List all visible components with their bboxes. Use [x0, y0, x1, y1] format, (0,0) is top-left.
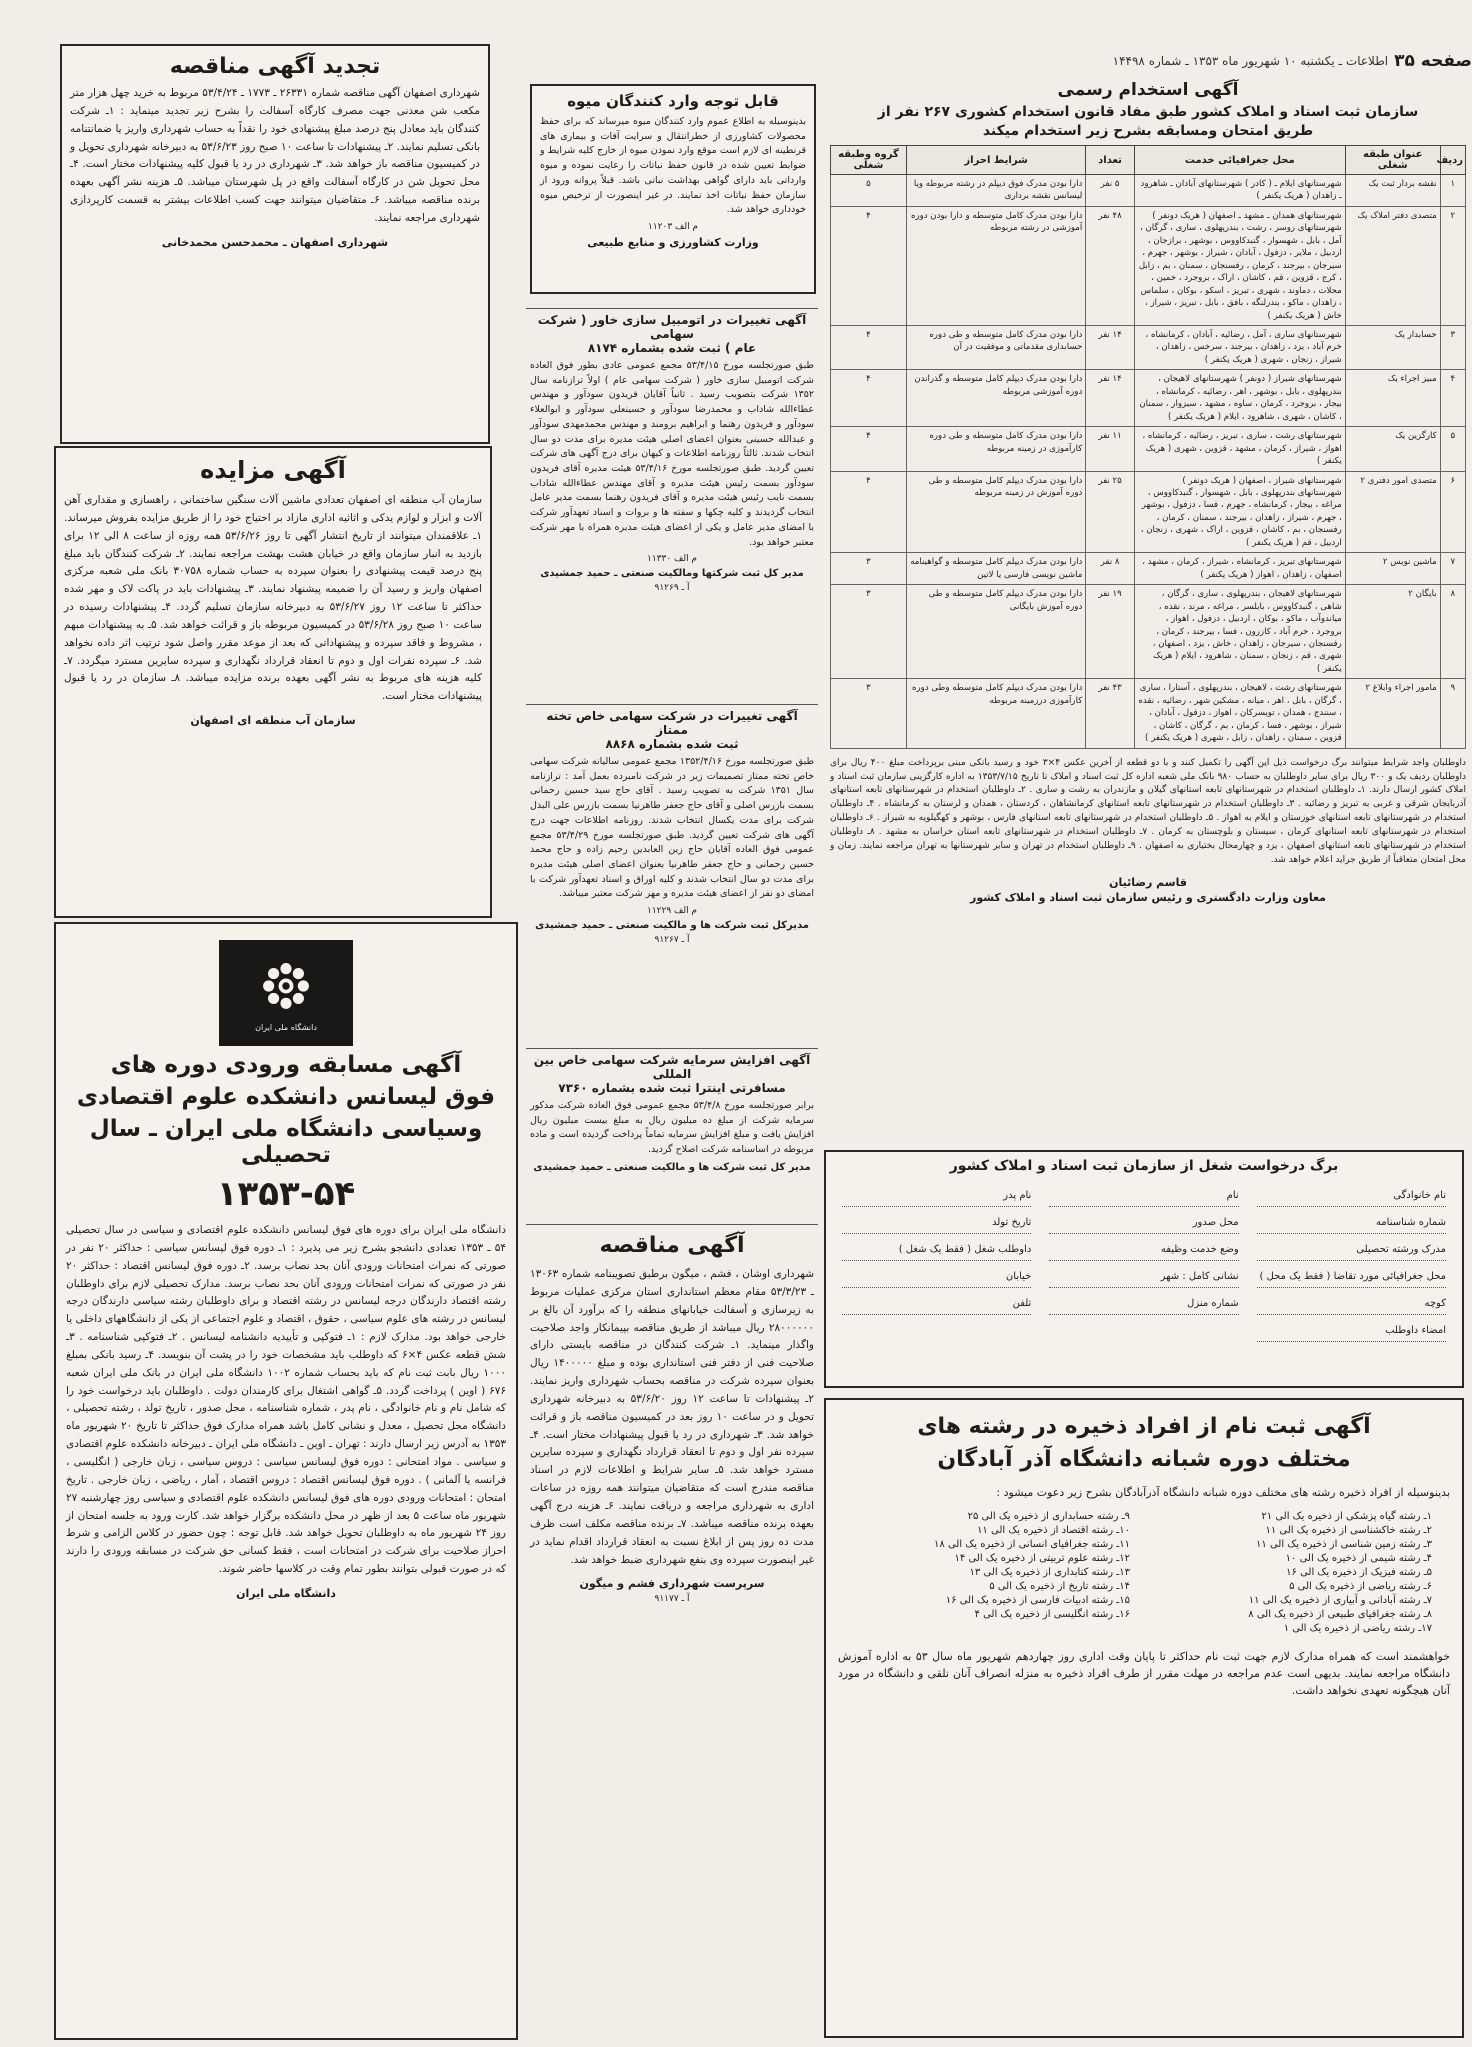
- row-grade: ۴: [831, 370, 907, 427]
- list-item: ۷ـ رشته آبادانی و آبیاری از ذخیره یک الی ۱۱: [1248, 1595, 1432, 1607]
- row-requirements: دارا بودن مدرک دیپلم کامل متوسطه و گواهینامه ماشین نویسی فارسی یا لاتین: [906, 553, 1085, 585]
- row-place: شهرستانهای لاهیجان ، بندرپهلوی ، ساری ، گرگان ، شاهی ، گنبدکاووس ، بابلسر ، مراغه ، مرند ، نقده ، میاندوآب ، ماکو ، بوکان ، اردبیل ، دزفول ، اهواز ، بروجرد ، خرم آباد ، کازرون ، فسا ، بیرجند ، کرمان ، رفسنجان ، سیرجان ، زاهدان ، خاش ، یزد ، اصفهان ، شهری ، قم ، زنجان ، سمنان ، شاهرود ، ایلام ( هریک یکنفر ): [1134, 585, 1345, 679]
- row-count: ۵ نفر: [1086, 175, 1135, 207]
- row-grade: ۴: [831, 471, 907, 553]
- list-item: ۶ـ رشته ریاضی از ذخیره یک الی ۵: [1289, 1581, 1432, 1593]
- azarabadegan-list: [838, 1507, 1450, 1638]
- row-title: حسابدار یک: [1345, 325, 1440, 369]
- auction-title: آگهی مزایده: [200, 456, 346, 484]
- university-title-2: فوق لیسانس دانشکده علوم اقتصادی: [76, 1084, 496, 1110]
- form-field-phone[interactable]: تلفن: [842, 1298, 1031, 1315]
- khavar-title-2: عام ) ثبت شده بشماره ۸۱۷۴: [587, 341, 757, 355]
- row-no: ۲: [1440, 206, 1465, 325]
- azarabadegan-title-1: آگهی ثبت نام از افراد ذخیره در رشته های: [917, 1414, 1371, 1439]
- university-body: دانشگاه ملی ایران برای دوره های فوق لیسانس دانشکده علوم اقتصادی و سیاسی در سال تحصیلی ۵۴ ـ ۱۳۵۳ تعدادی دانشجو بشرح زیر می پذیرد : ۱ـ دوره فوق لیسانس سیاسی : حداکثر ۲۰ نفر در صورتی که نمرات امتحانات ورودی آنان بحد نصاب برسد. ۲ـ دوره فوق لیسانس اقتصاد : حداکثر ۲۰ نفر در صورتی که نمرات امتحانات ورودی آنان بحد نصاب برسد. مدارک تحصیلی لازم برای داوطلبان رشته اقتصاد دارندگان درجه لیسانس در رشته اقتصاد و برای داوطلبان رشته سیاسی دارندگان درجه لیسانس در رشته های علوم سیاسی ، حقوق ، اقتصاد و علوم اجتماعی از یکی از دانشگاههای داخلی یا خارجی خواهد بود. مدارک لازم : ۱ـ فتوکپی و تأییدیه دانشنامه لیسانس . ۲ـ فتوکپی شناسنامه . ۳ـ شش قطعه عکس ۴×۶ که داوطلب باید مشخصات خود را در پشت آن بنویسد. ۴ـ رسید بانکی بمبلغ ۱۰۰۰ ریال بابت ثبت نام که باید بحساب شماره ۱۰۰۲ دانشگاه ملی ایران در بانک ملی ایران شعبه ۶۷۶ ( اوین ) پرداخت گردد. ۵ـ گواهی اشتغال برای کارمندان دولت . داوطلبان باید درخواست خود را که شامل نام و نام خانوادگی ، نام پدر ، شماره شناسنامه ، محل صدور ، تاریخ تولد ، رشته تحصیلی ، دانشگاه محل تحصیل ، معدل و نشانی کامل باشد همراه مدارک فوق حداکثر تا تاریخ ۲۰ شهریور ماه ۱۳۵۳ به آدرس زیر ارسال دارند : تهران ـ اوین ـ دانشگاه ملی ایران ـ دبیرخانه دانشکده علوم اقتصادی و سیاسی . مواد امتحانی : دوره فوق لیسانس سیاسی : دروس سیاسی ، زبان خارجی ( انگلیسی ، فرانسه یا آلمانی ) . دوره فوق لیسانس اقتصاد : دروس اقتصاد ، آمار ، ریاضی ، زبان خارجی . تاریخ امتحان : امتحانات ورودی دوره های فوق لیسانس دانشکده علوم اقتصادی و سیاسی روز چهارشنبه ۲۷ شهریور ماه ساعت ۵ بعد از ظهر در محل دانشکده برگزار خواهد شد. کارت ورود به جلسه امتحان از روز ۲۴ شهریور ماه به داوطلبان تحویل خواهد شد. قابل توجه : چون حضور در کلاس الزامی و شرط احراز صلاحیت برای شرکت در امتحانات است ، فقط کسانی حق شرکت در مسابقه ورودی را دارند که در صورت قبولی بتوانند بطور تمام وقت در کلاسها حاضر شوند.: [66, 1224, 506, 1576]
- form-field-name[interactable]: نام: [1049, 1190, 1238, 1207]
- page-number: صفحه ۳۵: [1394, 51, 1472, 71]
- col-header: محل جغرافیائی خدمت: [1134, 146, 1345, 175]
- row-requirements: دارا بودن مدرک کامل متوسطه و طی دوره کارآموزی در زمینه مربوطه: [906, 427, 1085, 471]
- isfahan-tender-body: شهرداری اصفهان آگهی مناقصه شماره ۲۶۳۳۱ ـ ۱۷۷۳ ـ ۵۳/۴/۲۴ مربوط به خرید چهل هزار متر مکعب شن معدنی جهت مصرف کارگاه آسفالت را بشرح زیر تجدید مینماید : ۱ـ شرکت کنندگان باید معادل پنج درصد مبلغ پیشنهادی خود را نقداً به حساب شهرداری واریز یا ضمانتنامه بانکی تسلیم نمایند. ۲ـ پیشنهادات تا ساعت ۱۰ صبح روز ۵۳/۶/۲۳ به دبیرخانه شهرداری تحویل و در کمیسیون مناقصه باز خواهد شد. ۳ـ شهرداری در رد یا قبول کلیه پیشنهادات مختار است. ۴ـ محل تحویل شن در کارگاه آسفالت واقع در پل شهرستان میباشد. ۵ـ هزینه نشر آگهی بعهده برنده مناقصه میباشد. ۶ـ متقاضیان میتوانند جهت کسب اطلاعات بیشتر به قسمت کارپردازی شهرداری مراجعه نمایند.: [70, 87, 480, 224]
- list-item: ۱۷ـ رشته ریاضی از ذخیره یک الی ۱: [1283, 1623, 1432, 1635]
- takhteh-code-2: آ ـ ۹۱۲۶۷: [654, 935, 690, 946]
- list-item: ۱۶ـ رشته انگلیسی از ذخیره یک الی ۴: [974, 1609, 1130, 1621]
- form-fields: [830, 1180, 1458, 1352]
- university-logo-caption: دانشگاه ملی ایران: [255, 1022, 317, 1032]
- row-requirements: دارا بودن مدرک کامل متوسطه و طی دوره حسابداری مقدماتی و موفقیت در آن: [906, 325, 1085, 369]
- row-count: ۴۸ نفر: [1086, 206, 1135, 325]
- row-count: ۸ نفر: [1086, 553, 1135, 585]
- list-item: ۹ـ رشته حسابداری از ذخیره یک الی ۲۵: [967, 1511, 1130, 1523]
- takhteh-signature: مدیرکل ثبت شرکت ها و مالکیت صنعتی ـ حمید جمشیدی: [535, 920, 809, 932]
- form-field-street[interactable]: خیابان: [842, 1271, 1031, 1288]
- issue-line: اطلاعات ـ یکشنبه ۱۰ شهریور ماه ۱۳۵۳ ـ شماره ۱۴۴۹۸: [1112, 54, 1389, 68]
- form-field-city[interactable]: نشانی کامل : شهر: [1049, 1271, 1238, 1288]
- row-no: ۸: [1440, 585, 1465, 679]
- fruit-ad: [530, 84, 816, 294]
- row-count: ۴۳ نفر: [1086, 679, 1135, 748]
- row-grade: ۴: [831, 206, 907, 325]
- intertrans-signature: مدیر کل ثبت شرکت ها و مالکیت صنعتی ـ حمید جمشیدی: [533, 1161, 811, 1173]
- khavar-title-1: آگهی تغییرات در اتومبیل سازی خاور ( شرکت سهامی: [537, 313, 807, 341]
- employment-signature-name: قاسم رضائیان: [1109, 876, 1187, 890]
- tender-fasham-code: آ ـ ۹۱۱۷۷: [654, 1594, 690, 1605]
- form-field-father-name[interactable]: نام پدر: [842, 1190, 1031, 1207]
- khavar-code-2: آ ـ ۹۱۲۶۹: [654, 583, 690, 594]
- table-row: [831, 175, 1466, 207]
- row-requirements: دارا بودن مدرک دیپلم کامل متوسطه و طی دوره آموزش بایگانی: [906, 585, 1085, 679]
- khavar-ad: [526, 308, 818, 700]
- row-grade: ۴: [831, 325, 907, 369]
- row-grade: ۳: [831, 585, 907, 679]
- isfahan-tender-ad: [60, 44, 490, 444]
- col-header: ردیف: [1440, 146, 1465, 175]
- row-no: ۵: [1440, 427, 1465, 471]
- employment-subtitle-1: سازمان ثبت اسناد و املاک کشور طبق مفاد قانون استخدام کشوری ۲۶۷ نفر از: [877, 104, 1419, 120]
- list-item: ۵ـ رشته فیزیک از ذخیره یک الی ۱۶: [1286, 1567, 1432, 1579]
- azarabadegan-intro: بدینوسیله از افراد ذخیره رشته های مختلف دوره شبانه دانشگاه آذرآبادگان بشرح زیر دعوت میشود :: [996, 1486, 1450, 1499]
- row-no: ۱: [1440, 175, 1465, 207]
- col-header: عنوان طبقه شغلی: [1345, 146, 1440, 175]
- form-field-military[interactable]: وضع خدمت وظیفه: [1049, 1244, 1238, 1261]
- table-row: [831, 325, 1466, 369]
- row-count: ۱۹ نفر: [1086, 585, 1135, 679]
- list-item: ۱۴ـ رشته تاریخ از ذخیره یک الی ۵: [989, 1581, 1130, 1593]
- list-item: ۱۲ـ رشته علوم تربیتی از ذخیره یک الی ۱۴: [954, 1553, 1130, 1565]
- col-header: شرایط احراز: [906, 146, 1085, 175]
- row-count: ۱۱ نفر: [1086, 427, 1135, 471]
- form-field-location[interactable]: محل جغرافیائی مورد تقاضا ( فقط یک محل ): [1257, 1271, 1446, 1288]
- row-title: متصدی امور دفتری ۲: [1345, 471, 1440, 553]
- row-requirements: دارا بودن مدرک دیپلم کامل متوسطه وطی دوره کارآموزی درزمینه مربوطه: [906, 679, 1085, 748]
- form-field-signature[interactable]: امضاء داوطلب: [1257, 1325, 1446, 1342]
- intertrans-ad: [526, 1048, 818, 1220]
- tender-fasham-title: آگهی مناقصه: [599, 1233, 745, 1258]
- isfahan-tender-title: تجدید آگهی مناقصه: [169, 54, 381, 79]
- row-place: شهرستانهای تبریز ، کرمانشاه ، شیراز ، کرمان ، مشهد ، اصفهان ، زاهدان ، اهواز ( هریک یکنفر ): [1134, 553, 1345, 585]
- row-title: مامور اجراء وابلاغ ۲: [1345, 679, 1440, 748]
- form-field-issue-place[interactable]: محل صدور: [1049, 1217, 1238, 1234]
- row-grade: ۳: [831, 553, 907, 585]
- university-ad: [54, 922, 518, 2040]
- azarabadegan-body: خواهشمند است که همراه مدارک لازم جهت ثبت نام حداکثر تا پایان وقت اداری روز چهاردهم شهریور ماه سال ۵۳ به اداره آموزش دانشگاه مراجعه نمایند. بدیهی است عدم مراجعه در مهلت مقرر از طرف افراد ذخیره به منزله انصراف آنان تلقی و دانشگاه در مورد آنان هیچگونه تعهدی نخواهد داشت.: [838, 1650, 1451, 1698]
- employment-subtitle-2: طریق امتحان ومسابقه بشرح زیر استخدام میکند: [982, 123, 1314, 139]
- list-item: ۴ـ رشته شیمی از ذخیره یک الی ۱۰: [1285, 1553, 1432, 1565]
- isfahan-tender-signature: شهرداری اصفهان ـ محمدحسن محمدخانی: [161, 235, 389, 249]
- university-signature: دانشگاه ملی ایران: [236, 1586, 336, 1600]
- takhteh-title-1: آگهی تغییرات در شرکت سهامی خاص تخته ممتاز: [546, 709, 798, 737]
- row-title: نقشه بردار ثبت یک: [1345, 175, 1440, 207]
- list-item: ۱۵ـ رشته ادبیات فارسی از ذخیره یک الی ۱۶: [945, 1595, 1130, 1607]
- row-no: ۶: [1440, 471, 1465, 553]
- list-item: ۱۱ـ رشته جغرافیای انسانی از ذخیره یک الی ۱۸: [934, 1539, 1130, 1551]
- auction-ad: [54, 446, 492, 918]
- takhteh-code: م الف ۱۱۲۲۹: [646, 906, 698, 917]
- intertrans-title-2: مسافرتی اینترا ثبت شده بشماره ۷۳۶۰: [558, 1081, 786, 1095]
- row-title: مبیز اجراء یک: [1345, 370, 1440, 427]
- row-requirements: دارا بودن مدرک فوق دیپلم در رشته مربوطه ویا لیسانس نقشه برداری: [906, 175, 1085, 207]
- col-header: گروه وطبقه شغلی: [831, 146, 907, 175]
- row-no: ۴: [1440, 370, 1465, 427]
- row-count: ۲۵ نفر: [1086, 471, 1135, 553]
- row-place: شهرستانهای شیراز ( دونفر ) شهرستانهای لاهیجان ، بندرپهلوی ، بابل ، بوشهر ، اهر ، رضائیه ، کرمانشاه ، بیجار ، بروجرد ، کرمان ، ساوه ، مشهد ، سبزوار ، سمنان ، کاشان ، شهری ، شاهرود ، ایلام ( هریک یکنفر ): [1134, 370, 1345, 427]
- row-place: شهرستانهای رشت ، لاهیجان ، بندرپهلوی ، آستارا ، ساری ، گرگان ، بابل ، اهر ، میانه ، مشکین شهر ، رضائیه ، نقده ، سنندج ، همدان ، تویسرکان ، اهواز ، دزفول ، آبادان ، شیراز ، بوشهر ، فسا ، کرمان ، بم ، گرگان ، کاشان ، قزوین ، سمنان ، زاهدان ، زابل ، شهری ( هریک یکنفر ): [1134, 679, 1345, 748]
- table-row: [831, 370, 1466, 427]
- row-count: ۱۴ نفر: [1086, 370, 1135, 427]
- row-no: ۷: [1440, 553, 1465, 585]
- row-title: ماشین نویس ۲: [1345, 553, 1440, 585]
- flower-emblem-icon: [255, 955, 317, 1017]
- auction-body: سازمان آب منطقه ای اصفهان تعدادی ماشین آلات سنگین ساختمانی ، راهسازی و مقداری آهن آلات و ابزار و لوازم یدکی و اثاثیه اداری مازاد بر احتیاج خود را از طریق مزایده بفروش میرساند. ۱ـ علاقمندان میتوانند از تاریخ انتشار آگهی تا روز ۵۳/۶/۲۶ همه روزه از ساعت ۸ الی ۱۲ برای بازدید به انبار سازمان واقع در خیابان هشت بهشت مراجعه نمایند. ۲ـ شرکت کنندگان باید مبلغ پنج درصد قیمت پیشنهادی را بعنوان سپرده به حساب شماره ۳۰۷۵۸ بانک ملی شعبه مرکزی اصفهان واریز و رسید آن را ضمیمه پیشنهاد نمایند. ۳ـ پیشنهادات باید در پاکت لاک و مهر شده حداکثر تا ساعت ۱۲ روز ۵۳/۶/۲۷ به دبیرخانه سازمان تسلیم گردد. ۴ـ پیشنهادات رسیده در ساعت ۱۰ صبح روز ۵۳/۶/۲۸ در کمیسیون مربوطه باز و قرائت خواهد شد. ۵ـ به پیشنهادات مبهم ، مشروط و فاقد سپرده و پیشنهاداتی که بعد از موعد مقرر واصل شود ترتیب اثر داده نخواهد شد. ۶ـ سپرده نفرات اول و دوم تا انعقاد قرارداد نگهداری و سپرده سایرین مسترد میگردد. ۷ـ کلیه هزینه های مربوط به نشر آگهی بعهده برنده مزایده میباشد. ۸ـ سازمان در رد یا قبول پیشنهادات مختار است.: [64, 494, 483, 703]
- row-no: ۳: [1440, 325, 1465, 369]
- table-header-row: [831, 146, 1466, 175]
- row-place: شهرستانهای ایلام ـ ( کادر ) شهرستانهای آبادان ـ شاهرود ـ زاهدان ( هریک یکنفر ): [1134, 175, 1345, 207]
- list-item: ۱۰ـ رشته اقتصاد از ذخیره یک الی ۱۱: [977, 1525, 1130, 1537]
- form-field-family-name[interactable]: نام خانوادگی: [1257, 1190, 1446, 1207]
- tender-fasham-body: شهرداری اوشان ، فشم ، میگون برطبق تصویبنامه شماره ۱۳۰۶۳ ـ ۵۳/۳/۲۳ مقام معظم استانداری استان مرکزی عملیات مربوط به زیرسازی و آسفالت خیابانهای منطقه را که برآورد آن بالغ بر ۲۸۰۰۰۰۰۰ ریال میباشد از طریق مناقصه بپیمانکار واجد صلاحیت واگذار مینماید. ۱ـ شرکت کنندگان در مناقصه بایستی دارای صلاحیت فنی از دفتر فنی استانداری بوده و مبلغ ۱۴۰۰۰۰۰ ریال بعنوان سپرده شرکت در مناقصه بحساب شهرداری واریز نمایند. ۲ـ پیشنهادات تا ساعت ۱۲ روز ۵۳/۶/۲۰ به دبیرخانه شهرداری تحویل و در ساعت ۱۰ روز بعد در کمیسیون مناقصه باز و قرائت خواهد شد. ۳ـ شهرداری در رد یا قبول پیشنهادات مختار است. ۴ـ سپرده نفر اول و دوم تا انعقاد قرارداد نگهداری و سپرده سایرین مسترد خواهد شد. ۵ـ سایر شرایط و اطلاعات لازم در اسناد مناقصه مندرج است که متقاضیان میتوانند همه روزه در ساعات اداری به شهرداری مراجعه و دریافت نمایند. ۶ـ هزینه درج آگهی بعهده برنده مناقصه میباشد. ۷ـ برنده مناقصه مکلف است ظرف مدت ده روز پس از ابلاغ نسبت به انعقاد قرارداد اقدام نماید در غیر اینصورت سپرده وی بنفع شهرداری ضبط خواهد شد.: [530, 1268, 815, 1566]
- table-row: [831, 679, 1466, 748]
- table-row: [831, 585, 1466, 679]
- fruit-title: قابل توجه وارد کنندگان میوه: [567, 92, 779, 110]
- fruit-body: بدینوسیله به اطلاع عموم وارد کنندگان میوه میرساند که برای حفظ محصولات کشاورزی از خطرانتقال و سرایت آفات و بیماری های قرنطینه ای لازم است موقع وارد نمودن میوه از خارج کلیه شرایط و ضوابط تعیین شده در قانون حفظ نباتات را رعایت نموده و میوه وارداتی باید دارای گواهی بهداشت نباتی باشد. قبلاً پروانه ورود از سازمان حفظ نباتات اخذ نمایند. در غیر اینصورت از ترخیص میوه خودداری خواهد شد.: [540, 116, 806, 216]
- row-requirements: دارا بودن مدرک کامل متوسطه و دارا بودن دوره آموزشی در رشته مربوطه: [906, 206, 1085, 325]
- table-row: [831, 471, 1466, 553]
- takhteh-ad: [526, 704, 818, 1044]
- form-field-education[interactable]: مدرک ورشته تحصیلی: [1257, 1244, 1446, 1261]
- form-field-house-number[interactable]: شماره منزل: [1049, 1298, 1238, 1315]
- auction-signature: سازمان آب منطقه ای اصفهان: [190, 714, 356, 728]
- row-grade: ۴: [831, 427, 907, 471]
- row-no: ۹: [1440, 679, 1465, 748]
- tender-fasham-ad: [526, 1224, 818, 2040]
- row-grade: ۳: [831, 679, 907, 748]
- row-requirements: دارا بودن مدرک دیپلم کامل متوسطه و طی دوره آموزش در زمینه مربوطه: [906, 471, 1085, 553]
- application-form-title: برگ درخواست شغل از سازمان ثبت اسناد و املاک کشور: [949, 1158, 1339, 1174]
- row-title: کارگزین یک: [1345, 427, 1440, 471]
- employment-ad: [824, 74, 1472, 1144]
- takhteh-body: طبق صورتجلسه مورخ ۱۳۵۲/۴/۱۶ مجمع عمومی سالیانه شرکت سهامی خاص تخته ممتاز تصمیمات زیر در شرکت نامبرده بعمل آمد : ترازنامه سال ۱۳۵۱ شرکت به تصویب رسید . آقای حاج سید حسین رحمانی بسمت بازرس اصلی و آقای حاج جعفر طاهرنیا بسمت بازرس علی البدل شرکت برای مدت یکسال انتخاب شدند. روزنامه اطلاعات جهت درج آگهی های شرکت تعیین گردید. طبق صورتجلسه مورخ ۵۳/۴/۲۹ مجمع عمومی فوق العاده آقایان حاج زین العابدین رحیم زاده و حاج محمد حسین رحمانی و حاج جعفر طاهرنیا بعنوان اعضای اصلی هیئت مدیره برای مدت دو سال انتخاب شدند و کلیه اوراق و اسناد تعهدآور شرکت با امضای دو نفر از اعضای هیئت مدیره و مهر شرکت معتبر میباشد.: [530, 756, 815, 900]
- row-place: شهرستانهای شیراز ، اصفهان ( هریک دونفر ) شهرستانهای بندرپهلوی ، بابل ، شهسوار ، گنبدکاووس ، مراغه ، بیجار ، کرمانشاه ، جهرم ، فسا ، دزفول ، بوشهر ، جهرم ، شیراز ، زاهدان ، بیرجند ، سمنان ، کرمان ، رفسنجان ، بم ، کاشان ، قزوین ، اراک ، شهری ، زنجان ، اردبیل ، قم ( هریک یکنفر ): [1134, 471, 1345, 553]
- form-field-alley[interactable]: کوچه: [1257, 1298, 1446, 1315]
- row-grade: ۵: [831, 175, 907, 207]
- list-item: ۱۳ـ رشته کتابداری از ذخیره یک الی ۱۳: [969, 1567, 1130, 1579]
- form-field-job[interactable]: داوطلب شغل ( فقط یک شغل ): [842, 1244, 1031, 1261]
- azarabadegan-title-2: مختلف دوره شبانه دانشگاه آذر آبادگان: [937, 1447, 1351, 1472]
- fruit-code: م الف ۱۱۲۰۳: [647, 222, 699, 233]
- row-place: شهرستانهای ساری ، آمل ، رضائیه ، آبادان ، کرمانشاه ، خرم آباد ، یزد ، زاهدان ، بیرجند ، سرخس ، زاهدان ، شیراز ، زنجان ، شهری ( هریک یکنفر ): [1134, 325, 1345, 369]
- masthead: [824, 50, 1472, 72]
- university-title-1: آگهی مسابقه ورودی دوره های: [110, 1052, 462, 1078]
- khavar-body: طبق صورتجلسه مورخ ۵۳/۴/۱۵ مجمع عمومی عادی بطور فوق العاده شرکت اتومبیل سازی خاور ( شرکت سهامی عام ) اولاً ترازنامه سال ۱۳۵۲ شرکت بتصویب رسید . ثانیاً آقایان فریدون سودآور و مهندس عطاءالله شاداب و محمدرضا سودآور و حسینعلی سودآور و ابوالعلاء سودآور و فریدون رهنما و ابراهیم برومند و مهندس محمدمهدی سودآور و عبدالله حسینی بعنوان اعضای اصلی هیئت مدیره برای مدت دو سال انتخاب شدند. ثالثاً روزنامه اطلاعات و کیهان برای درج آگهی های شرکت تعیین گردید. طبق صورتجلسه مورخ ۵۳/۴/۱۶ هیئت مدیره آقای فریدون سودآور بسمت رئیس هیئت مدیره و آقای مهندس عطاءالله شاداب بسمت نایب رئیس هیئت مدیره و آقای فریدون رهنما بسمت مدیر عامل انتخاب گردیدند و کلیه چکها و سفته ها و بروات و اسناد تعهدآور شرکت با امضای مدیر عامل و یکی از اعضای هیئت مدیره همراه با مهر شرکت معتبر خواهد بود.: [530, 360, 814, 548]
- row-requirements: دارا بودن مدرک دیپلم کامل متوسطه و گذراندن دوره آموزشی مربوطه: [906, 370, 1085, 427]
- list-item: ۳ـ رشته زمین شناسی از ذخیره یک الی ۱۱: [1256, 1539, 1432, 1551]
- khavar-code: م الف ۱۱۳۳۰: [646, 554, 698, 565]
- application-form: [824, 1150, 1464, 1388]
- list-item: ۱ـ رشته گیاه پزشکی از ذخیره یک الی ۲۱: [1261, 1511, 1432, 1523]
- employment-notes: داوطلبان واجد شرایط میتوانند برگ درخواست ذیل این آگهی را تکمیل کنند و با دو قطعه از آخرین عکس ۴×۳ خود و رسید بانکی مبنی برپرداخت مبلغ ۴۰۰ ریال برای داوطلبان ردیف یک و ۳۰۰ ریال برای سایر داوطلبان به حساب ۹۸۰ بانک ملی شعبه اداره کل ثبت اسناد و املاک تا تاریخ ۱۳۵۳/۷/۱۵ به اداره کارگزینی سازمان ثبت اسناد و املاک کشور ارسال دارند. ۱ـ داوطلبان استخدام در شهرستانهای تابعه استانهای گیلان و مازندران به رشت و ساری . ۲ـ داوطلبان استخدام در شهرستانهای تابعه استانهای آذربایجان شرقی و غربی به تبریز و رضائیه . ۳ـ داوطلبان استخدام در شهرستانهای تابعه استانهای کرمانشاهان ، کردستان ، همدان و لرستان به کرمانشاه . ۴ـ داوطلبان استخدام در شهرستانهای تابعه استانهای خوزستان و ایلام به اهواز . ۵ـ داوطلبان استخدام در شهرستانهای تابعه استانهای فارس ، بوشهر و کهگیلویه به شیراز . ۶ـ داوطلبان استخدام در شهرستانهای تابعه استانهای کرمان ، سیستان و بلوچستان به کرمان . ۷ـ داوطلبان استخدام در شهرستانهای تابعه استان خراسان به مشهد . ۸ـ داوطلبان استخدام در شهرستانهای تابعه استانهای اصفهان ، یزد و چهارمحال بختیاری به اصفهان . ۹ـ داوطلبان استخدام در تهران و سایر شهرستانها به تهران مراجعه نمایند. زمان و محل امتحان متعاقباً از طریق جراید اعلام خواهد شد.: [830, 757, 1467, 866]
- row-title: بایگان ۲: [1345, 585, 1440, 679]
- employment-table: [830, 145, 1466, 749]
- col-header: تعداد: [1086, 146, 1135, 175]
- table-row: [831, 553, 1466, 585]
- employment-title: آگهی استخدام رسمی: [1057, 80, 1239, 100]
- row-title: متصدی دفتر املاک یک: [1345, 206, 1440, 325]
- university-title-3: وسیاسی دانشگاه ملی ایران ـ سال تحصیلی: [89, 1116, 483, 1168]
- row-place: شهرستانهای همدان ـ مشهد ـ اصفهان ( هریک دونفر ) شهرستانهای روسر ، رشت ، بندرپهلوی ، ساری ، گرگان ، آمل ، بابل ، شهسوار ، گنبدکاووس ، بوشهر ، برازجان ، اردبیل ، ملایر ، دزفول ، آبادان ، شیراز ، بوشهر ، جهرم ، سیرجان ، بیرجند ، کرمان ، رفسنجان ، سمنان ، بم ، زابل ، کرج ، قزوین ، قم ، کاشان ، اراک ، بروجرد ، خمین ، محلات ، دماوند ، شهری ، تبریز ، اسکو ، بوکان ، سلماس ، زاهدان ، ماکو ، بندرلنگه ، بافق ، بابل ، تبریز ، شیراز ، خاش ( هریک یکنفر ): [1134, 206, 1345, 325]
- tender-fasham-signature: سرپرست شهرداری فشم و میگون: [579, 1577, 765, 1591]
- employment-signature-title: معاون وزارت دادگستری و رئیس سازمان ثبت اسناد و املاک کشور: [970, 891, 1326, 905]
- form-field-id-number[interactable]: شماره شناسنامه: [1257, 1217, 1446, 1234]
- university-logo: [219, 940, 353, 1046]
- intertrans-body: برابر صورتجلسه مورخ ۵۳/۴/۸ مجمع عمومی فوق العاده شرکت مذکور سرمایه شرکت از مبلغ ده میلیون ریال به مبلغ بیست میلیون ریال افزایش یافت و مبلغ افزایش سرمایه تماماً پرداخت گردیده است و ماده مربوطه در اساسنامه شرکت اصلاح گردید.: [530, 1100, 814, 1156]
- university-title-4: ۱۳۵۳-۵۴: [216, 1174, 356, 1214]
- table-row: [831, 427, 1466, 471]
- form-field-birth-date[interactable]: تاریخ تولد: [842, 1217, 1031, 1234]
- row-place: شهرستانهای رشت ، ساری ، تبریز ، رضائیه ، کرمانشاه ، اهواز ، شیراز ، کرمان ، مشهد ، قزوین ، شهری ( هریک یکنفر ): [1134, 427, 1345, 471]
- table-row: [831, 206, 1466, 325]
- takhteh-title-2: ثبت شده بشماره ۸۸۶۸: [605, 737, 739, 751]
- fruit-signature: وزارت کشاورزی و منابع طبیعی: [587, 236, 759, 250]
- azarabadegan-ad: [824, 1398, 1464, 2038]
- intertrans-title-1: آگهی افزایش سرمایه شرکت سهامی خاص بین المللی: [533, 1053, 811, 1081]
- khavar-signature: مدیر کل ثبت شرکتها ومالکیت صنعتی ـ حمید جمشیدی: [540, 568, 804, 580]
- list-item: ۲ـ رشته خاکشناسی از ذخیره یک الی ۱۱: [1265, 1525, 1432, 1537]
- row-count: ۱۴ نفر: [1086, 325, 1135, 369]
- list-item: ۸ـ رشته جغرافیای طبیعی از ذخیره یک الی ۸: [1248, 1609, 1432, 1621]
